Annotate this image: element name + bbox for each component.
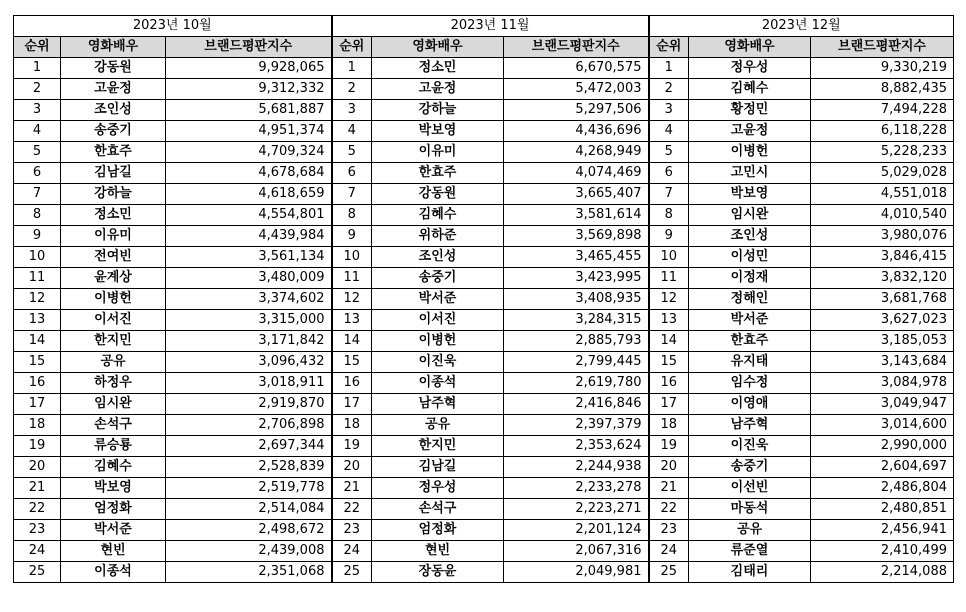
score-cell: 3,480,009 (166, 268, 332, 289)
rank-cell: 19 (14, 436, 61, 457)
table-row (14, 205, 954, 226)
rank-cell: 7 (649, 184, 689, 205)
rank-cell: 16 (14, 373, 61, 394)
actor-name-cell: 이서진 (372, 310, 504, 331)
score-cell: 2,706,898 (166, 415, 332, 436)
actor-name-cell: 임수정 (689, 373, 811, 394)
score-cell: 4,439,984 (166, 226, 332, 247)
rank-cell: 21 (649, 478, 689, 499)
score-cell: 2,919,870 (166, 394, 332, 415)
table-row (14, 100, 954, 121)
actor-name-cell: 이영애 (689, 394, 811, 415)
rank-cell: 9 (14, 226, 61, 247)
score-cell: 2,049,981 (504, 562, 649, 583)
month-title-row (14, 16, 954, 37)
rank-cell: 4 (649, 121, 689, 142)
score-cell: 2,416,846 (504, 394, 649, 415)
actor-name-cell: 이진욱 (372, 352, 504, 373)
rank-cell: 12 (332, 289, 372, 310)
month-title-nov: 2023년 11월 (332, 16, 649, 37)
header-score: 브랜드평판지수 (504, 37, 649, 58)
score-cell: 2,528,839 (166, 457, 332, 478)
rank-cell: 4 (14, 121, 61, 142)
actor-name-cell: 윤계상 (61, 268, 166, 289)
table-row (14, 457, 954, 478)
rank-cell: 17 (649, 394, 689, 415)
score-cell: 2,410,499 (811, 541, 954, 562)
table-row (14, 394, 954, 415)
score-cell: 5,029,028 (811, 163, 954, 184)
actor-name-cell: 한지민 (61, 331, 166, 352)
score-cell: 2,799,445 (504, 352, 649, 373)
actor-name-cell: 이유미 (372, 142, 504, 163)
score-cell: 3,018,911 (166, 373, 332, 394)
actor-name-cell: 고윤정 (61, 79, 166, 100)
actor-name-cell: 전여빈 (61, 247, 166, 268)
table-row (14, 562, 954, 583)
header-rank: 순위 (332, 37, 372, 58)
rank-cell: 18 (332, 415, 372, 436)
table-row (14, 163, 954, 184)
score-cell: 3,561,134 (166, 247, 332, 268)
rank-cell: 2 (14, 79, 61, 100)
table-row (14, 478, 954, 499)
rank-cell: 16 (649, 373, 689, 394)
actor-name-cell: 이정재 (689, 268, 811, 289)
score-cell: 2,201,124 (504, 520, 649, 541)
rank-cell: 14 (649, 331, 689, 352)
score-cell: 2,514,084 (166, 499, 332, 520)
score-cell: 4,551,018 (811, 184, 954, 205)
actor-name-cell: 황정민 (689, 100, 811, 121)
actor-name-cell: 엄정화 (61, 499, 166, 520)
rank-cell: 23 (332, 520, 372, 541)
actor-name-cell: 박서준 (372, 289, 504, 310)
actor-name-cell: 김혜수 (372, 205, 504, 226)
score-cell: 3,846,415 (811, 247, 954, 268)
actor-name-cell: 한효주 (61, 142, 166, 163)
rank-cell: 8 (649, 205, 689, 226)
actor-name-cell: 송중기 (372, 268, 504, 289)
rank-cell: 24 (649, 541, 689, 562)
rank-cell: 1 (14, 58, 61, 79)
rank-cell: 22 (332, 499, 372, 520)
rank-cell: 4 (332, 121, 372, 142)
score-cell: 5,228,233 (811, 142, 954, 163)
table-row (14, 331, 954, 352)
actor-name-cell: 강하늘 (372, 100, 504, 121)
rank-cell: 11 (14, 268, 61, 289)
score-cell: 3,014,600 (811, 415, 954, 436)
score-cell: 3,832,120 (811, 268, 954, 289)
score-cell: 2,480,851 (811, 499, 954, 520)
actor-name-cell: 조인성 (61, 100, 166, 121)
score-cell: 3,569,898 (504, 226, 649, 247)
rank-cell: 10 (14, 247, 61, 268)
score-cell: 3,315,000 (166, 310, 332, 331)
actor-name-cell: 고윤정 (689, 121, 811, 142)
table-row (14, 268, 954, 289)
actor-name-cell: 김혜수 (61, 457, 166, 478)
score-cell: 4,951,374 (166, 121, 332, 142)
actor-name-cell: 공유 (61, 352, 166, 373)
score-cell: 2,456,941 (811, 520, 954, 541)
rank-cell: 25 (14, 562, 61, 583)
rank-cell: 15 (14, 352, 61, 373)
score-cell: 2,519,778 (166, 478, 332, 499)
actor-name-cell: 이선빈 (689, 478, 811, 499)
actor-name-cell: 남주혁 (689, 415, 811, 436)
rank-cell: 20 (14, 457, 61, 478)
score-cell: 2,223,271 (504, 499, 649, 520)
score-cell: 2,486,804 (811, 478, 954, 499)
score-cell: 2,885,793 (504, 331, 649, 352)
actor-name-cell: 류승룡 (61, 436, 166, 457)
actor-name-cell: 박보영 (372, 121, 504, 142)
actor-name-cell: 임시완 (689, 205, 811, 226)
actor-name-cell: 이종석 (61, 562, 166, 583)
score-cell: 4,436,696 (504, 121, 649, 142)
table-row (14, 499, 954, 520)
score-cell: 3,284,315 (504, 310, 649, 331)
rank-cell: 25 (332, 562, 372, 583)
actor-name-cell: 이종석 (372, 373, 504, 394)
score-cell: 2,697,344 (166, 436, 332, 457)
score-cell: 2,604,697 (811, 457, 954, 478)
score-cell: 4,010,540 (811, 205, 954, 226)
actor-name-cell: 이병헌 (61, 289, 166, 310)
score-cell: 5,681,887 (166, 100, 332, 121)
rank-cell: 14 (14, 331, 61, 352)
score-cell: 3,665,407 (504, 184, 649, 205)
table-row (14, 226, 954, 247)
actor-name-cell: 김남길 (61, 163, 166, 184)
actor-name-cell: 정우성 (689, 58, 811, 79)
rank-cell: 21 (14, 478, 61, 499)
actor-name-cell: 강동원 (372, 184, 504, 205)
score-cell: 6,118,228 (811, 121, 954, 142)
header-actor: 영화배우 (689, 37, 811, 58)
actor-name-cell: 손석구 (61, 415, 166, 436)
score-cell: 9,312,332 (166, 79, 332, 100)
rank-cell: 6 (332, 163, 372, 184)
rank-cell: 8 (14, 205, 61, 226)
actor-name-cell: 이병헌 (372, 331, 504, 352)
header-rank: 순위 (649, 37, 689, 58)
table-row (14, 541, 954, 562)
score-cell: 8,882,435 (811, 79, 954, 100)
score-cell: 9,330,219 (811, 58, 954, 79)
actor-name-cell: 이서진 (61, 310, 166, 331)
rank-cell: 1 (649, 58, 689, 79)
actor-name-cell: 이성민 (689, 247, 811, 268)
actor-name-cell: 남주혁 (372, 394, 504, 415)
rank-cell: 7 (332, 184, 372, 205)
rank-cell: 6 (14, 163, 61, 184)
score-cell: 3,581,614 (504, 205, 649, 226)
actor-name-cell: 송중기 (689, 457, 811, 478)
actor-name-cell: 위하준 (372, 226, 504, 247)
rank-cell: 24 (14, 541, 61, 562)
actor-name-cell: 마동석 (689, 499, 811, 520)
actor-name-cell: 고민시 (689, 163, 811, 184)
score-cell: 2,233,278 (504, 478, 649, 499)
rank-cell: 18 (649, 415, 689, 436)
actor-name-cell: 박보영 (689, 184, 811, 205)
rank-cell: 13 (332, 310, 372, 331)
actor-name-cell: 김태리 (689, 562, 811, 583)
table-row (14, 373, 954, 394)
rank-cell: 8 (332, 205, 372, 226)
score-cell: 4,709,324 (166, 142, 332, 163)
rank-cell: 11 (649, 268, 689, 289)
rank-cell: 15 (332, 352, 372, 373)
score-cell: 7,494,228 (811, 100, 954, 121)
rank-cell: 3 (332, 100, 372, 121)
rank-cell: 19 (332, 436, 372, 457)
rank-cell: 23 (14, 520, 61, 541)
rank-cell: 25 (649, 562, 689, 583)
actor-name-cell: 조인성 (689, 226, 811, 247)
rank-cell: 12 (649, 289, 689, 310)
actor-name-cell: 박보영 (61, 478, 166, 499)
actor-name-cell: 정우성 (372, 478, 504, 499)
rank-cell: 20 (332, 457, 372, 478)
score-cell: 4,554,801 (166, 205, 332, 226)
actor-name-cell: 김남길 (372, 457, 504, 478)
rank-cell: 22 (14, 499, 61, 520)
actor-name-cell: 고윤정 (372, 79, 504, 100)
rank-cell: 10 (332, 247, 372, 268)
rank-cell: 22 (649, 499, 689, 520)
actor-name-cell: 송중기 (61, 121, 166, 142)
score-cell: 2,498,672 (166, 520, 332, 541)
actor-name-cell: 박서준 (61, 520, 166, 541)
score-cell: 5,297,506 (504, 100, 649, 121)
table-row (14, 520, 954, 541)
score-cell: 2,439,008 (166, 541, 332, 562)
actor-name-cell: 이병헌 (689, 142, 811, 163)
actor-name-cell: 정소민 (61, 205, 166, 226)
table-row (14, 184, 954, 205)
header-actor: 영화배우 (61, 37, 166, 58)
actor-name-cell: 공유 (372, 415, 504, 436)
rank-cell: 9 (332, 226, 372, 247)
actor-name-cell: 김혜수 (689, 79, 811, 100)
table-row (14, 79, 954, 100)
table-row (14, 289, 954, 310)
table-row (14, 352, 954, 373)
score-cell: 9,928,065 (166, 58, 332, 79)
score-cell: 3,465,455 (504, 247, 649, 268)
rank-cell: 18 (14, 415, 61, 436)
actor-name-cell: 류준열 (689, 541, 811, 562)
rank-cell: 6 (649, 163, 689, 184)
table-row (14, 58, 954, 79)
score-cell: 4,678,684 (166, 163, 332, 184)
rank-cell: 5 (332, 142, 372, 163)
actor-name-cell: 한효주 (689, 331, 811, 352)
header-score: 브랜드평판지수 (811, 37, 954, 58)
actor-name-cell: 정해인 (689, 289, 811, 310)
actor-name-cell: 조인성 (372, 247, 504, 268)
brand-reputation-table (13, 15, 954, 583)
score-cell: 4,074,469 (504, 163, 649, 184)
actor-name-cell: 한효주 (372, 163, 504, 184)
rank-cell: 21 (332, 478, 372, 499)
rank-cell: 23 (649, 520, 689, 541)
actor-name-cell: 임시완 (61, 394, 166, 415)
score-cell: 4,268,949 (504, 142, 649, 163)
score-cell: 3,171,842 (166, 331, 332, 352)
score-cell: 3,681,768 (811, 289, 954, 310)
score-cell: 2,351,068 (166, 562, 332, 583)
score-cell: 3,185,053 (811, 331, 954, 352)
actor-name-cell: 이진욱 (689, 436, 811, 457)
table-row (14, 247, 954, 268)
actor-name-cell: 정소민 (372, 58, 504, 79)
score-cell: 3,423,995 (504, 268, 649, 289)
actor-name-cell: 강하늘 (61, 184, 166, 205)
month-title-oct: 2023년 10월 (14, 16, 332, 37)
score-cell: 3,096,432 (166, 352, 332, 373)
actor-name-cell: 장동윤 (372, 562, 504, 583)
table-row (14, 142, 954, 163)
score-cell: 2,244,938 (504, 457, 649, 478)
score-cell: 3,627,023 (811, 310, 954, 331)
rank-cell: 17 (14, 394, 61, 415)
actor-name-cell: 공유 (689, 520, 811, 541)
rank-cell: 17 (332, 394, 372, 415)
actor-name-cell: 현빈 (61, 541, 166, 562)
actor-name-cell: 손석구 (372, 499, 504, 520)
table-row (14, 436, 954, 457)
score-cell: 2,067,316 (504, 541, 649, 562)
rank-cell: 7 (14, 184, 61, 205)
rank-cell: 13 (14, 310, 61, 331)
rank-cell: 2 (332, 79, 372, 100)
actor-name-cell: 강동원 (61, 58, 166, 79)
score-cell: 3,980,076 (811, 226, 954, 247)
rank-cell: 9 (649, 226, 689, 247)
score-cell: 2,214,088 (811, 562, 954, 583)
rank-cell: 13 (649, 310, 689, 331)
score-cell: 2,619,780 (504, 373, 649, 394)
rank-cell: 19 (649, 436, 689, 457)
score-cell: 6,670,575 (504, 58, 649, 79)
header-rank: 순위 (14, 37, 61, 58)
rank-cell: 11 (332, 268, 372, 289)
rank-cell: 12 (14, 289, 61, 310)
actor-name-cell: 박서준 (689, 310, 811, 331)
rank-cell: 16 (332, 373, 372, 394)
score-cell: 5,472,003 (504, 79, 649, 100)
actor-name-cell: 한지민 (372, 436, 504, 457)
month-title-dec: 2023년 12월 (649, 16, 954, 37)
rank-cell: 15 (649, 352, 689, 373)
rank-cell: 3 (14, 100, 61, 121)
actor-name-cell: 하정우 (61, 373, 166, 394)
rank-cell: 3 (649, 100, 689, 121)
score-cell: 3,084,978 (811, 373, 954, 394)
score-cell: 2,990,000 (811, 436, 954, 457)
actor-name-cell: 유지태 (689, 352, 811, 373)
table-row (14, 310, 954, 331)
rank-cell: 14 (332, 331, 372, 352)
score-cell: 2,353,624 (504, 436, 649, 457)
rank-cell: 20 (649, 457, 689, 478)
rank-cell: 10 (649, 247, 689, 268)
rank-cell: 2 (649, 79, 689, 100)
score-cell: 3,143,684 (811, 352, 954, 373)
actor-name-cell: 엄정화 (372, 520, 504, 541)
actor-name-cell: 이유미 (61, 226, 166, 247)
score-cell: 3,374,602 (166, 289, 332, 310)
score-cell: 3,049,947 (811, 394, 954, 415)
table-row (14, 415, 954, 436)
column-header-row (14, 37, 954, 58)
header-actor: 영화배우 (372, 37, 504, 58)
score-cell: 4,618,659 (166, 184, 332, 205)
rank-cell: 5 (649, 142, 689, 163)
score-cell: 3,408,935 (504, 289, 649, 310)
table-row (14, 121, 954, 142)
actor-name-cell: 현빈 (372, 541, 504, 562)
rank-cell: 1 (332, 58, 372, 79)
rank-cell: 5 (14, 142, 61, 163)
header-score: 브랜드평판지수 (166, 37, 332, 58)
rank-cell: 24 (332, 541, 372, 562)
score-cell: 2,397,379 (504, 415, 649, 436)
